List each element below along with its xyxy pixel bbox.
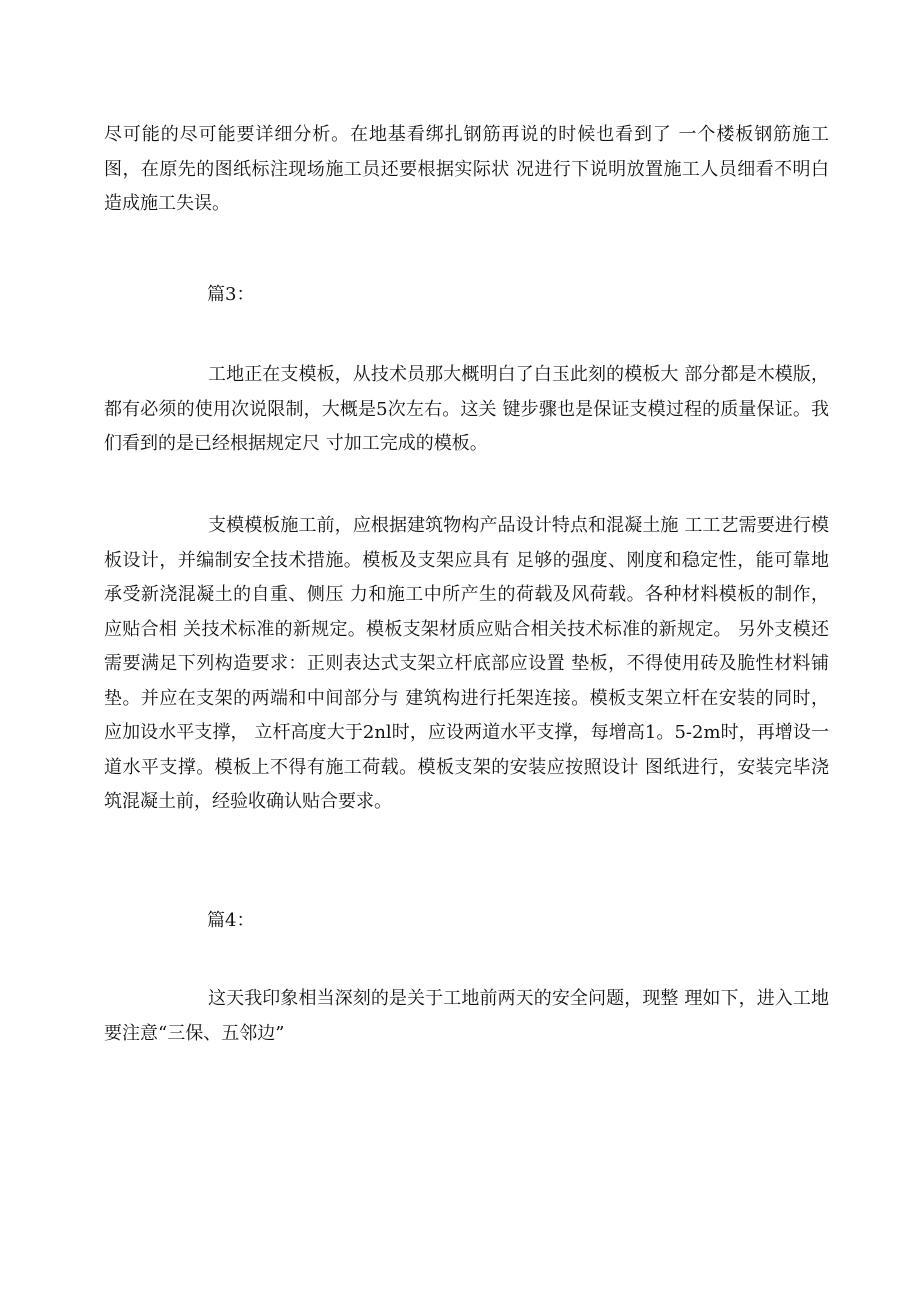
- section-heading-3: 篇3：: [207, 284, 255, 305]
- paragraph-3: 支模模板施工前，应根据建筑物构产品设计特点和混凝土施 工工艺需要进行模板设计，并编制安全技术措施。模板及支架应具有 足够的强度、刚度和稳定性，能可靠地承受新浇混凝土的自重、侧压 力和施工中所产生的荷载及风荷载。各种材料模板的制作，应贴合相 关技术标准的新规定。模板支架材质应贴合相关技术标准的新规定。 另外支模还需要满足下列构造要求：正则表达式支架立杆底部应设置 垫板，不得使用砖及脆性材料铺垫。并应在支架的两端和中间部分与 建筑构进行托架连接。模板支架立杆在安装的同时，应加设水平支撑， 立杆高度大于2nl时，应设两道水平支撑，每增高1。5-2m时，再增设一道水平支撑。模板上不得有施工荷载。模板支架的安装应按照设计 图纸进行，安装完毕浇筑混凝土前，经验收确认贴合要求。: [104, 515, 829, 812]
- paragraph-4: 这天我印象相当深刻的是关于工地前两天的安全问题，现整 理如下，进入工地要注意“三保、五邻边”: [104, 988, 829, 1044]
- paragraph-1: 尽可能的尽可能要详细分析。在地基看绑扎钢筋再说的时候也看到了 一个楼板钢筋施工图，在原先的图纸标注现场施工员还要根据实际状 况进行下说明放置施工人员细看不明白造成施工失误。: [104, 124, 829, 214]
- paragraph-2: 工地正在支模板，从技术员那大概明白了白玉此刻的模板大 部分都是木模版，都有必须的使用次说限制，大概是5次左右。这关 键步骤也是保证支模过程的质量保证。我们看到的是已经根据规定尺 寸加工完成的模板。: [104, 364, 829, 454]
- section-heading-4: 篇4：: [207, 910, 255, 931]
